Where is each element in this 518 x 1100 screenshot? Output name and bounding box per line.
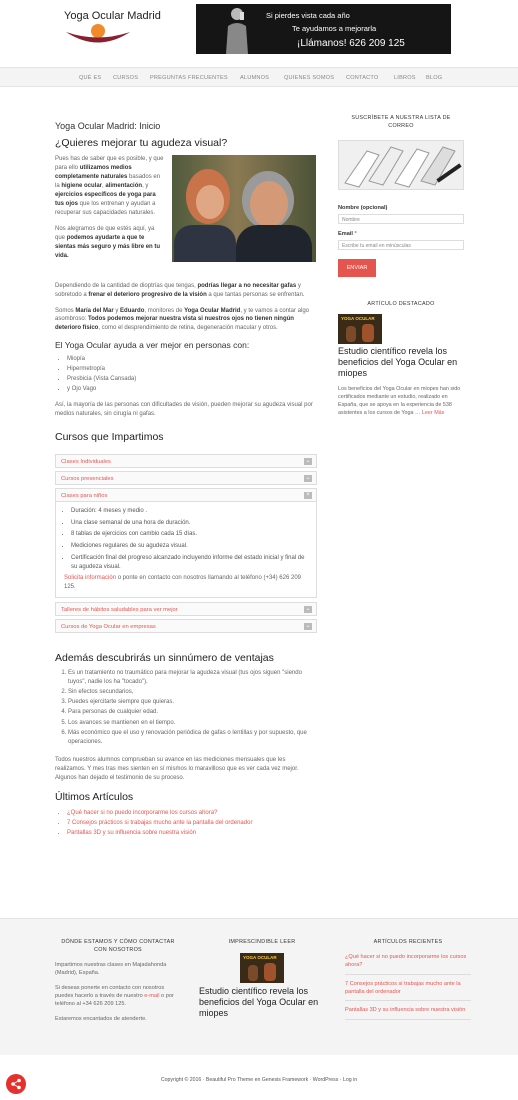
sun-logo-icon: [66, 23, 130, 47]
list-item: • Certificación final del progreso alcanzado incluyendo informe del estado inicial y final de su agudeza visual.: [71, 554, 308, 571]
newspaper-icon: [339, 141, 464, 190]
nav-alumnos[interactable]: ALUMNOS: [240, 75, 270, 81]
featured-title: ARTÍCULO DESTACADO: [367, 300, 435, 307]
name-label: Nombre (opcional): [338, 204, 388, 211]
list-item: • Hipermetropía: [67, 365, 317, 374]
collapse-icon: ×: [304, 492, 312, 499]
latest-list: [67, 809, 317, 838]
list-item: 3. Puedes ejercitarte siempre que quieras.: [68, 698, 317, 707]
text-alumnos: Todos nuestros alumnos comprueban su avance en las mediciones mensuales que les realizamos. Y mes tras mes sienten en sí mismos lo maravilloso que es ver cada vez mejor. Algunos han dejado el testimonio de su proceso.: [55, 757, 299, 781]
name-input[interactable]: Nombre: [338, 214, 464, 224]
list-item: • Miopía: [67, 355, 317, 364]
list-item: • Mediciones regulares de su agudeza visual.: [71, 542, 308, 551]
latest-link[interactable]: Pantallas 3D y su influencia sobre nuestra visión: [67, 830, 197, 837]
site-footer: [0, 918, 518, 1055]
page-title: Yoga Ocular Madrid: Inicio: [55, 121, 161, 131]
info-link[interactable]: Solicita información: [64, 575, 117, 582]
list-item: 1. Es un tratamiento no traumático para mejorar la agudeza visual (tus ojos siguen "siendo tuyos", nadie los ha "tocado").: [68, 669, 317, 686]
subscribe-title: SUSCRÍBETE A NUESTRA LISTA DE CORREO: [351, 115, 451, 129]
expand-icon: ⌄: [305, 605, 311, 612]
intro-section: [55, 155, 317, 282]
list-item: • Duración: 4 meses y medio .: [71, 507, 308, 516]
email-input[interactable]: Escribe tu email en minúsculas: [338, 240, 464, 250]
recent-link[interactable]: ¿Qué hacer si no puedo incorporarme los cursos ahora?: [345, 953, 467, 969]
read-more-link[interactable]: Leer Más: [421, 409, 445, 416]
accordion-clases-ninos[interactable]: Clases para niños ×: [55, 488, 317, 502]
list-item: • Una clase semanal de una hora de duración.: [71, 519, 308, 528]
footer-thumbnail[interactable]: YOGA OCULAR: [240, 953, 284, 983]
email-link[interactable]: e-mail: [144, 992, 160, 999]
featured-heading[interactable]: Estudio científico revela los beneficios del Yoga Ocular en miopes: [338, 345, 458, 379]
footer-must-read-title: IMPRESCINDIBLE LEER: [228, 939, 296, 945]
nav-quienes-somos[interactable]: QUIENES SOMOS: [284, 75, 335, 81]
sidebar: [338, 115, 464, 425]
nav-contacto[interactable]: CONTACTO: [346, 75, 379, 81]
footer-contact-p2: Si deseas ponerte en contacto con nosotros puedes hacerlo a través de nuestro e-mail o por teléfono al +34 626 209 125.: [55, 984, 174, 1008]
recent-link[interactable]: 7 Consejos prácticos si trabajas mucho ante la pantalla del ordenador: [345, 980, 461, 995]
list-item: 6. Más económico que el uso y renovación periódica de gafas o lentillas y por supuesto, que operaciones.: [68, 729, 317, 746]
course-info: Solicita información o ponte en contacto con nosotros llamando al teléfono (+34) 626 209 125.: [64, 575, 301, 590]
list-item: 5. Los avances se mantienen en el tiempo.: [68, 719, 317, 728]
accordion-cursos-presenciales[interactable]: Cursos presenciales ⌄: [55, 471, 317, 485]
latest-link[interactable]: ¿Qué hacer si no puedo incorporarme los cursos ahora?: [67, 809, 218, 816]
footer-contact-p1: Impartimos nuestras clases en Majadahonda (Madrid), España.: [55, 961, 167, 976]
accordion-panel-ninos: [55, 502, 317, 598]
accordion-clases-individuales[interactable]: Clases Individuales ⌄: [55, 454, 317, 468]
nav-cursos[interactable]: CURSOS: [113, 75, 139, 81]
nav-libros[interactable]: LIBROS: [394, 75, 416, 81]
accordion-talleres[interactable]: Talleres de hábitos saludables para ver mejor ⌄: [55, 602, 317, 616]
site-header: [0, 0, 518, 66]
courses-heading: Cursos que Impartimos: [55, 431, 164, 444]
person-phone-icon: [222, 4, 252, 54]
monitors-photo: [172, 155, 316, 262]
banner-line-2: Te ayudamos a mejorarla: [292, 24, 377, 33]
accordion-empresas[interactable]: Cursos de Yoga Ocular en empresas ⌄: [55, 619, 317, 633]
copyright: Copyright © 2016 · Beautiful Pro Theme en Genesis Framework · WordPress · Log in: [160, 1077, 358, 1083]
expand-icon: ⌄: [305, 458, 311, 465]
featured-thumbnail[interactable]: YOGA OCULAR: [338, 314, 382, 344]
footer-must-read: [199, 939, 325, 1020]
main-content: [55, 121, 317, 845]
text-asi: Así, la mayoría de las personas con dificultades de visión, pueden mejorar su agudeza visual por medios naturales, sin cirugía ni gafas.: [55, 402, 313, 417]
nav-preguntas[interactable]: PREGUNTAS FRECUENTES: [150, 75, 228, 81]
email-label: Email *: [338, 230, 357, 237]
main-nav: [0, 67, 518, 87]
list-item: • y Ojo Vago: [67, 385, 317, 394]
footer-contact: [55, 939, 181, 1030]
page-heading: ¿Quieres mejorar tu agudeza visual?: [55, 136, 228, 149]
intro-p2: Nos alegramos de que estés aquí, ya que podemos ayudarte a que te sientas más seguro y más libre en tu vida.: [55, 226, 161, 260]
site-logo[interactable]: [64, 9, 161, 49]
nav-que-es[interactable]: QUÉ ES: [79, 75, 102, 81]
list-item: 4. Para personas de cualquier edad.: [68, 708, 317, 717]
featured-excerpt: Los beneficios del Yoga Ocular en miopes han sido certificados mediante un estudio, realizado en España, que se apoya en la experiencia de 538 asistentes a los cursos de Yoga … Leer Más: [338, 386, 461, 416]
list-item: • Presbicia (Vista Cansada): [67, 375, 317, 384]
footer-recent: [345, 939, 471, 1025]
banner-phone: ¡Llámanos! 626 209 125: [297, 38, 405, 49]
latest-heading: Últimos Artículos: [55, 791, 134, 804]
footer-recent-title: ARTÍCULOS RECIENTES: [373, 939, 443, 945]
footer-contact-title: DÓNDE ESTAMOS Y CÓMO CONTACTAR CON NOSOTROS: [61, 939, 175, 953]
advantages-heading: Además descubrirás un sinnúmero de ventajas: [55, 651, 274, 664]
list-item: 2. Sin efectos secundarios,: [68, 688, 317, 697]
newspaper-image: [338, 140, 464, 190]
banner-line-1: Si pierdes vista cada año: [266, 11, 350, 20]
helps-list: [67, 355, 317, 394]
helps-heading: El Yoga Ocular ayuda a ver mejor en personas con:: [55, 339, 250, 350]
call-banner[interactable]: [196, 4, 451, 54]
nav-blog[interactable]: BLOG: [426, 75, 443, 81]
footer-article-heading[interactable]: Estudio científico revela los beneficios del Yoga Ocular en miopes: [199, 985, 319, 1019]
text-dioptrias: Dependiendo de la cantidad de dioptrías que tengas, podrías llegar a no necesitar gafas y sobretodo a frenar el deterioro progresivo de la visión a que tantas personas se enfrentan.: [55, 283, 305, 299]
send-button[interactable]: ENVIAR: [338, 259, 376, 277]
expand-icon: ⌄: [305, 475, 311, 482]
list-item: • 8 tablas de ejercicios con cambio cada 15 días.: [71, 530, 308, 539]
text-somos: Somos María del Mar y Eduardo, monitores de Yoga Ocular Madrid, y te vamos a contar algo asombroso: Todos podemos mejorar nuestra vista si nuestros ojos no tienen ningún deterioro físico, como el desprendimiento de retina, degeneración macular y otros.: [55, 307, 310, 332]
footer-contact-p3: Estaremos encantados de atenderte.: [55, 1016, 147, 1023]
intro-p1: Pues has de saber que es posible, y que para ello utilizamos medios completamente naturales basados en la higiene ocular, alimentación, y ejercicios específicos de yoga para tus ojos que los entrenan y ayudan a recuperar sus capacidades naturales.: [55, 156, 164, 217]
recent-link[interactable]: Pantallas 3D y su influencia sobre nuestra visión: [345, 1007, 466, 1014]
latest-link[interactable]: 7 Consejos prácticos si trabajas mucho ante la pantalla del ordenador: [67, 820, 253, 827]
advantages-list: [68, 669, 317, 746]
expand-icon: ⌄: [305, 622, 311, 629]
site-title[interactable]: Yoga Ocular Madrid: [64, 10, 161, 22]
